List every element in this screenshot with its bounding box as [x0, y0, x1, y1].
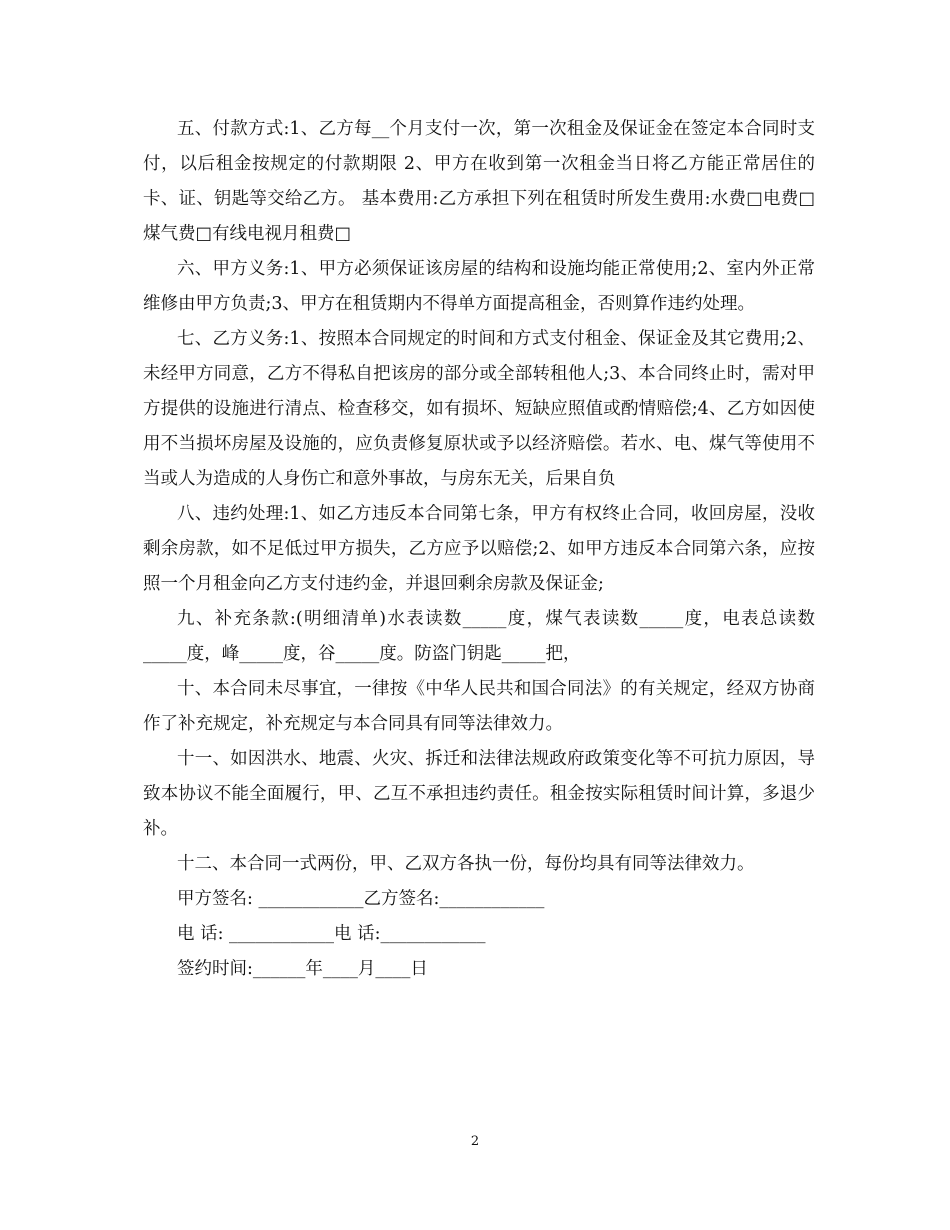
- clause-6-landlord-duties: 六、甲方义务:1、甲方必须保证该房屋的结构和设施均能正常使用;2、室内外正常维修由甲方负责;3、甲方在租赁期内不得单方面提高租金，否则算作违约处理。: [143, 259, 815, 314]
- clause-10-unresolved-matters: 十、本合同未尽事宜，一律按《中华人民共和国合同法》的有关规定，经双方协商作了补充规定，补充规定与本合同具有同等法律效力。: [143, 679, 815, 734]
- signature-line: 甲方签名: ____________乙方签名:____________: [177, 889, 545, 909]
- signing-date-line: 签约时间:______年____月____日: [177, 959, 428, 979]
- clause-8-breach: 八、违约处理:1、如乙方违反本合同第七条，甲方有权终止合同，收回房屋，没收剩余房款，如不足低过甲方损失，乙方应予以赔偿;2、如甲方违反本合同第六条，应按照一个月租金向乙方支付违约金，并退回剩余房款及保证金;: [143, 504, 815, 594]
- contract-body: [143, 112, 815, 987]
- clause-7-tenant-duties: 七、乙方义务:1、按照本合同规定的时间和方式支付租金、保证金及其它费用;2、未经甲方同意，乙方不得私自把该房的部分或全部转租他人;3、本合同终止时，需对甲方提供的设施进行清点、检查移交，如有损坏、短缺应照值或酌情赔偿;4、乙方如因使用不当损坏房屋及设施的，应负责修复原状或予以经济赔偿。若水、电、煤气等使用不当或人为造成的人身伤亡和意外事故，与房东无关，后果自负: [143, 329, 815, 489]
- phone-line: 电 话: ____________电 话:____________: [177, 924, 486, 944]
- clause-12-copies: 十二、本合同一式两份，甲、乙双方各执一份，每份均具有同等法律效力。: [177, 854, 755, 874]
- clause-5-payment: 五、付款方式:1、乙方每__个月支付一次，第一次租金及保证金在签定本合同时支付，以后租金按规定的付款期限 2、甲方在收到第一次租金当日将乙方能正常居住的卡、证、钥匙等交给乙方。 基本费用:乙方承担下列在租赁时所发生费用:水费□电费□煤气费□有线电视月租费□: [143, 119, 815, 244]
- page-number: 2: [470, 1134, 480, 1149]
- clause-11-force-majeure: 十一、如因洪水、地震、火灾、拆迁和法律法规政府政策变化等不可抗力原因，导致本协议不能全面履行，甲、乙互不承担违约责任。租金按实际租赁时间计算，多退少补。: [143, 749, 815, 839]
- clause-9-supplementary: 九、补充条款:(明细清单)水表读数_____度，煤气表读数_____度，电表总读数_____度，峰_____度，谷_____度。防盗门钥匙_____把，: [143, 609, 815, 664]
